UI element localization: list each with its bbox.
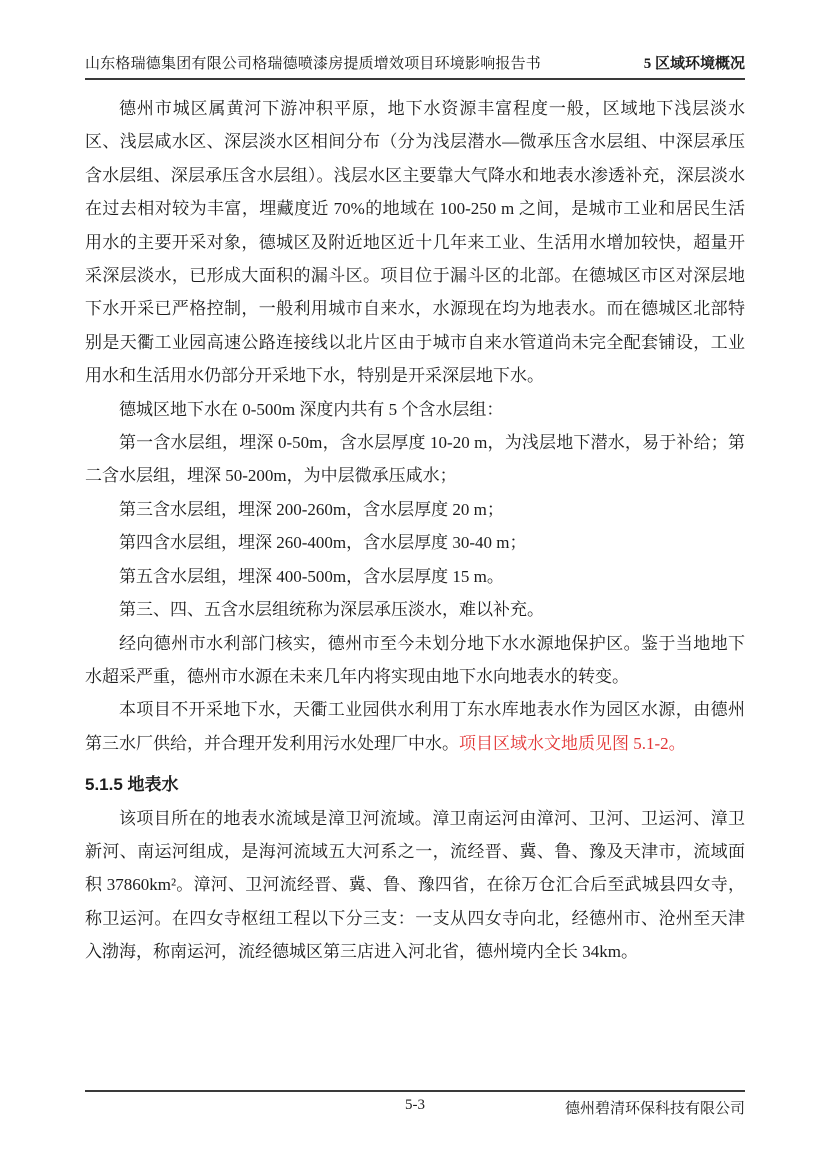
paragraph-aquifer-group-3: 第三含水层组，埋深 200-260m，含水层厚度 20 m； (119, 499, 504, 519)
page-header (85, 52, 745, 80)
paragraph-surface-water-basin: 该项目所在的地表水流域是漳卫河流域。漳卫南运河由漳河、卫河、卫运河、漳卫新河、南运河组成，是海河流域五大河系之一，流经晋、冀、鲁、豫及天津市，流域面积 37860km²。漳河、卫河流经晋、冀、鲁、豫四省，在徐万仓汇合后至武城县四女寺，称卫运河。在四女寺枢纽工程以下分三支：一支从四女寺向北，经德州市、沧州至天津入渤海，称南运河，流经德城区第三店进入河北省，德州境内全长 34km。 (85, 808, 745, 962)
figure-reference-highlight: 项目区域水文地质见图 5.1-2。 (459, 733, 686, 753)
section-heading-surface-water: 5.1.5 地表水 (85, 775, 179, 795)
document-body (85, 92, 745, 969)
paragraph-project-water-supply (85, 693, 745, 760)
footer-page-number: 5-3 (405, 1097, 425, 1113)
footer-company-name: 德州碧清环保科技有限公司 (564, 1101, 745, 1117)
paragraph-aquifer-group-4: 第四含水层组，埋深 260-400m，含水层厚度 30-40 m； (119, 533, 527, 553)
page-footer (85, 1090, 745, 1121)
paragraph-water-source-protection: 经向德州市水利部门核实，德州市至今未划分地下水水源地保护区。鉴于当地地下水超采严重，德州市水源在未来几年内将实现由地下水向地表水的转变。 (85, 633, 745, 686)
paragraph-aquifer-intro: 德城区地下水在 0-500m 深度内共有 5 个含水层组： (119, 399, 504, 419)
paragraph-groundwater-overview: 德州市城区属黄河下游冲积平原，地下水资源丰富程度一般，区域地下浅层淡水区、浅层咸水区、深层淡水区相间分布（分为浅层潜水—微承压含水层组、中深层承压含水层组、深层承压含水层组）。浅层水区主要靠大气降水和地表水渗透补充，深层淡水在过去相对较为丰富，埋藏度近 70%的地域在 100-250 m 之间，是城市工业和居民生活用水的主要开采对象，德城区及附近地区近十几年来工业、生活用水增加较快，超量开采深层淡水，已形成大面积的漏斗区。项目位于漏斗区的北部。在德城区市区对深层地下水开采已严格控制，一般利用城市自来水，水源现在均为地表水。而在德城区北部特别是天衢工业园高速公路连接线以北片区由于城市自来水管道尚未完全配套铺设，工业用水和生活用水仍部分开采地下水，特别是开采深层地下水。 (85, 99, 745, 386)
paragraph-aquifer-group-5: 第五含水层组，埋深 400-500m，含水层厚度 15 m。 (119, 566, 504, 586)
header-chapter-label: 5 区域环境概况 (643, 56, 745, 72)
header-document-title: 山东格瑞德集团有限公司格瑞德喷漆房提质增效项目环境影响报告书 (85, 56, 542, 72)
paragraph-aquifer-group-1-2: 第一含水层组，埋深 0-50m，含水层厚度 10-20 m，为浅层地下潜水，易于补给；第二含水层组，埋深 50-200m，为中层微承压咸水； (85, 433, 745, 486)
paragraph-aquifer-summary: 第三、四、五含水层组统称为深层承压淡水，难以补充。 (119, 600, 544, 620)
project-water-supply-text: 本项目不开采地下水，天衢工业园供水利用丁东水库地表水作为园区水源，由德州第三水厂供给，并合理开发利用污水处理厂中水。 (85, 700, 745, 753)
